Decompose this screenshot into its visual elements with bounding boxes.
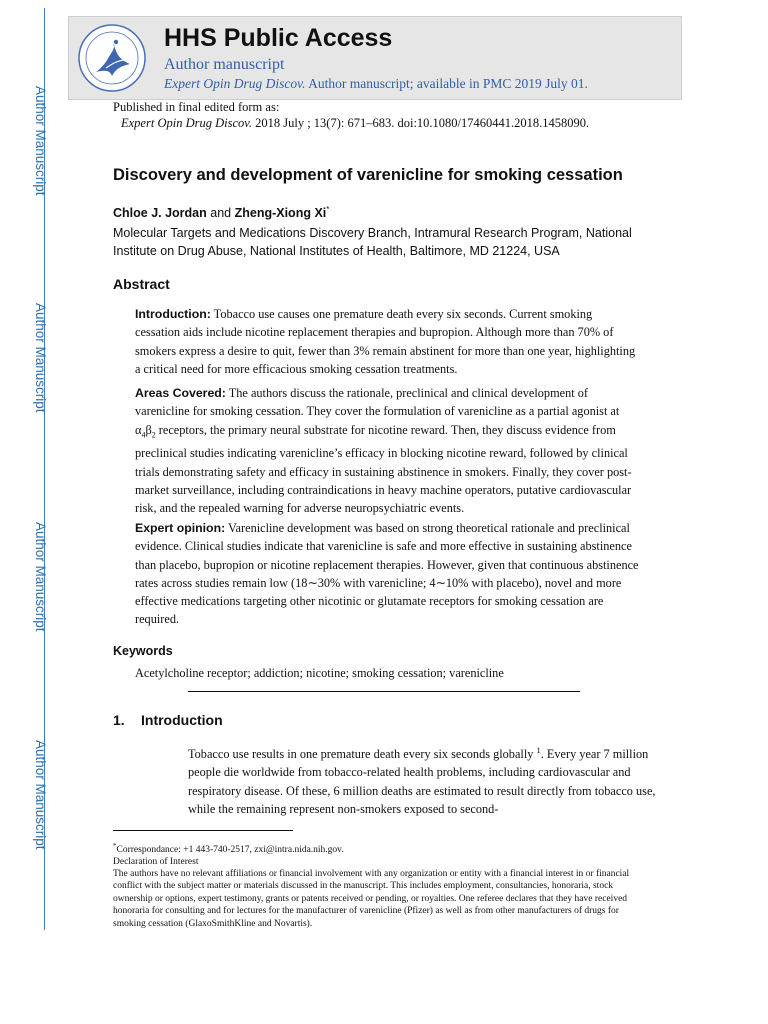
author-list: Chloe J. Jordan and Zheng-Xiong Xi* (113, 205, 330, 221)
hhs-eagle-logo (76, 22, 148, 94)
abstract-areas-covered: Areas Covered: The authors discuss the rationale, preclinical and clinical development of varenicline for smoking cessation. They cover the formulation of varenicline as a partial agonist at $\alpha_4\beta_2$ receptors, the primary neural substrate for nicotine reward. Then, they discuss evidence from preclinical studies indicating varenicline’s efficacy in blocking nicotine reward, followed by clinical trials demonstrating safety and efficacy in sustaining abstinence in smokers. Finally, they cover post-market surveillance, including contraindications in heavy machine operators, putative cardiovascular risk, and the repealed warning for adverse neuropsychiatric events. (135, 386, 632, 516)
keywords-list: Acetylcholine receptor; addiction; nicotine; smoking cessation; varenicline (135, 666, 504, 680)
introduction-heading: 1. Introduction (113, 712, 223, 728)
side-label-author-manuscript: Author Manuscript (33, 86, 48, 196)
declaration-text: The authors have no relevant affiliations or financial involvement with any organization or entity with a financial interest in or financial conflict with the subject matter or materials discussed in the manuscript. This includes employment, consultancies, honoraria, stock ownership or options, expert testimony, grants or patents received or pending, or royalties. One referee declares that they have received honoraria for consulting and for lectures for the manufacturer of varenicline (Pfizer) as well as from other manufacturers of drugs for smoking cessation (GlaxoSmithKline and Novartis). (113, 869, 630, 929)
abstract-introduction: Introduction: Tobacco use causes one premature death every six seconds. Current smoking cessation aids include nicotine replacement therapies and bupropion. Although more than 70% of smokers express a desire to quit, fewer than 3% remain abstinent for more than one year, highlighting a critical need for more efficacious smoking cessation treatments. (135, 307, 636, 376)
abstract-heading: Abstract (113, 276, 170, 292)
abstract-expert-opinion: Expert opinion: Varenicline development was based on strong theoretical rationale and preclinical evidence. Clinical studies indicate that varenicline is safe and more effective in sustaining abstinence than placebo, bupropion or nicotine replacement therapies. However, given that continuous abstinence rates across studies remain low (18∼30% with varenicline; 4∼10% with placebo), novel and more effective medications targeting other nicotinic or glutamate receptors for smoking cessation are required. (135, 521, 639, 627)
keywords-heading: Keywords (113, 644, 173, 658)
correspondence-footnote: *Correspondance: +1 443-740-2517, zxi@intra.nida.nih.gov. (113, 842, 344, 856)
side-label-author-manuscript: Author Manuscript (33, 740, 48, 850)
citation-line: Expert Opin Drug Discov. 2018 July ; 13(7): 671–683. doi:10.1080/17460441.2018.1458090. (121, 116, 590, 130)
hhs-public-access-title: HHS Public Access (164, 24, 393, 52)
published-label: Published in final edited form as: (113, 100, 280, 114)
availability-line: Expert Opin Drug Discov. Author manuscript; available in PMC 2019 July 01. (164, 76, 588, 91)
declaration-heading: Declaration of Interest (113, 857, 199, 867)
article-title: Discovery and development of varenicline for smoking cessation (113, 166, 623, 184)
author-manuscript-subtitle: Author manuscript (164, 56, 285, 73)
footnote-divider (113, 830, 293, 831)
side-label-author-manuscript: Author Manuscript (33, 303, 48, 413)
introduction-paragraph: Tobacco use results in one premature death every six seconds globally $^1$. Every year 7 million people die worldwide from tobacco-related health problems, including cardiovascular and respiratory disease. Of these, 6 million deaths are estimated to result directly from tobacco use, while the remaining represent non-smokers exposed to second- (188, 745, 656, 816)
section-divider (188, 691, 580, 692)
side-label-author-manuscript: Author Manuscript (33, 522, 48, 632)
affiliation: Molecular Targets and Medications Discovery Branch, Intramural Research Program, National Institute on Drug Abuse, National Institutes of Health, Baltimore, MD 21224, USA (113, 226, 632, 258)
